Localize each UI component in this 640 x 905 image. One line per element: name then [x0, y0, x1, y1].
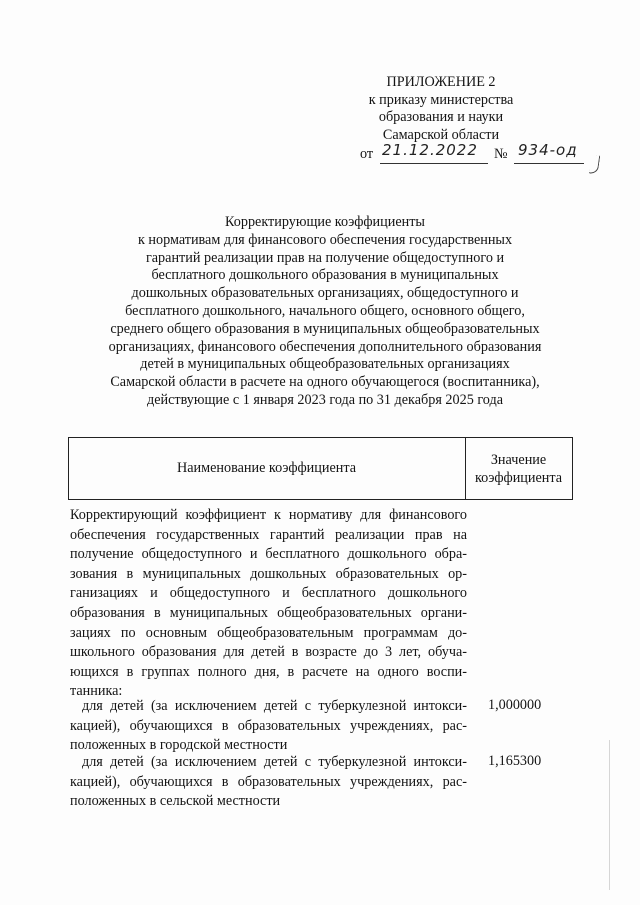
table-right-border [572, 437, 573, 499]
title-line: детей в муниципальных общеобразовательных организациях [140, 356, 510, 373]
row-text-line: для детей (за исключением детей с туберкулезной интокси- [82, 698, 467, 714]
row-value: 1,165300 [488, 753, 542, 769]
table-header-bottom-border [68, 499, 573, 500]
handwritten-date: 21.12.2022 [382, 141, 478, 159]
from-label: от [360, 146, 374, 162]
description-line: Корректирующий коэффициент к нормативу для финансового [70, 507, 467, 523]
title-line: Корректирующие коэффициенты [225, 214, 425, 230]
coefficient-description [70, 506, 467, 702]
appendix-line-1: к приказу министерства [368, 91, 514, 108]
title-line: дошкольных образовательных организациях, общедоступного и [131, 285, 519, 302]
header-value-line: Значение [490, 452, 547, 468]
handwritten-number: 934-од [518, 141, 578, 159]
description-line: образования в муниципальных общеобразовательных органи- [70, 604, 467, 621]
title-line: бесплатного дошкольного образования в муниципальных [151, 267, 499, 284]
row-value: 1,000000 [488, 697, 542, 713]
document-title [80, 214, 570, 410]
description-line: обеспечения государственных гарантий реализации прав на [70, 526, 467, 543]
table-row [70, 697, 467, 756]
appendix-title: ПРИЛОЖЕНИЕ 2 [386, 74, 496, 90]
appendix-line-3: Самарской области [382, 126, 500, 143]
description-line: ющихся в группах полного дня, в расчете на одного воспи- [70, 663, 467, 680]
table-row [70, 753, 467, 812]
title-line: Самарской области в расчете на одного обучающегося (воспитанника), [110, 374, 540, 391]
order-reference [360, 141, 600, 176]
row-text-line: кацией), обучающихся в образовательных учреждениях, рас- [70, 717, 467, 734]
row-text-line: положенных в сельской местности [70, 793, 281, 810]
header-coefficient-name: Наименование коэффициента [176, 460, 357, 476]
table-top-border [68, 437, 573, 438]
description-line: зования в муниципальных дошкольных образовательных ор- [70, 565, 467, 582]
title-line: к нормативам для финансового обеспечения государственных [137, 231, 513, 248]
header-coefficient-value [465, 451, 572, 487]
description-line: школьного образования для детей в возрасте до 3 лет, обуча- [70, 644, 467, 661]
appendix-header [330, 74, 552, 144]
scan-edge-line [609, 740, 610, 890]
row-text-line: кацией), обучающихся в образовательных учреждениях, рас- [70, 773, 467, 790]
title-line: действующие с 1 января 2023 года по 31 декабря 2025 года [146, 391, 503, 408]
description-line: получение общедоступного и бесплатного дошкольного обра- [70, 546, 467, 563]
description-line: танника: [70, 683, 123, 700]
title-line: среднего общего образования в муниципальных общеобразовательных [110, 320, 540, 337]
number-label: № [494, 146, 508, 162]
description-line: зациях по основным общеобразовательным программам до- [70, 624, 467, 641]
header-value-line: коэффициента [474, 470, 563, 486]
title-line: организациях, финансового обеспечения дополнительного образования [108, 338, 542, 355]
row-text-line: для детей (за исключением детей с туберкулезной интокси- [82, 754, 467, 770]
date-underline [380, 163, 488, 164]
title-line: гарантий реализации прав на получение общедоступного и [145, 249, 505, 266]
title-line: бесплатного дошкольного, начального общего, основного общего, [125, 302, 525, 319]
appendix-line-2: образования и науки [378, 109, 504, 125]
number-underline [514, 163, 584, 164]
description-line: ганизациях и общедоступного и бесплатного дошкольного [70, 585, 467, 602]
row-text-line: положенных в городской местности [70, 737, 288, 754]
